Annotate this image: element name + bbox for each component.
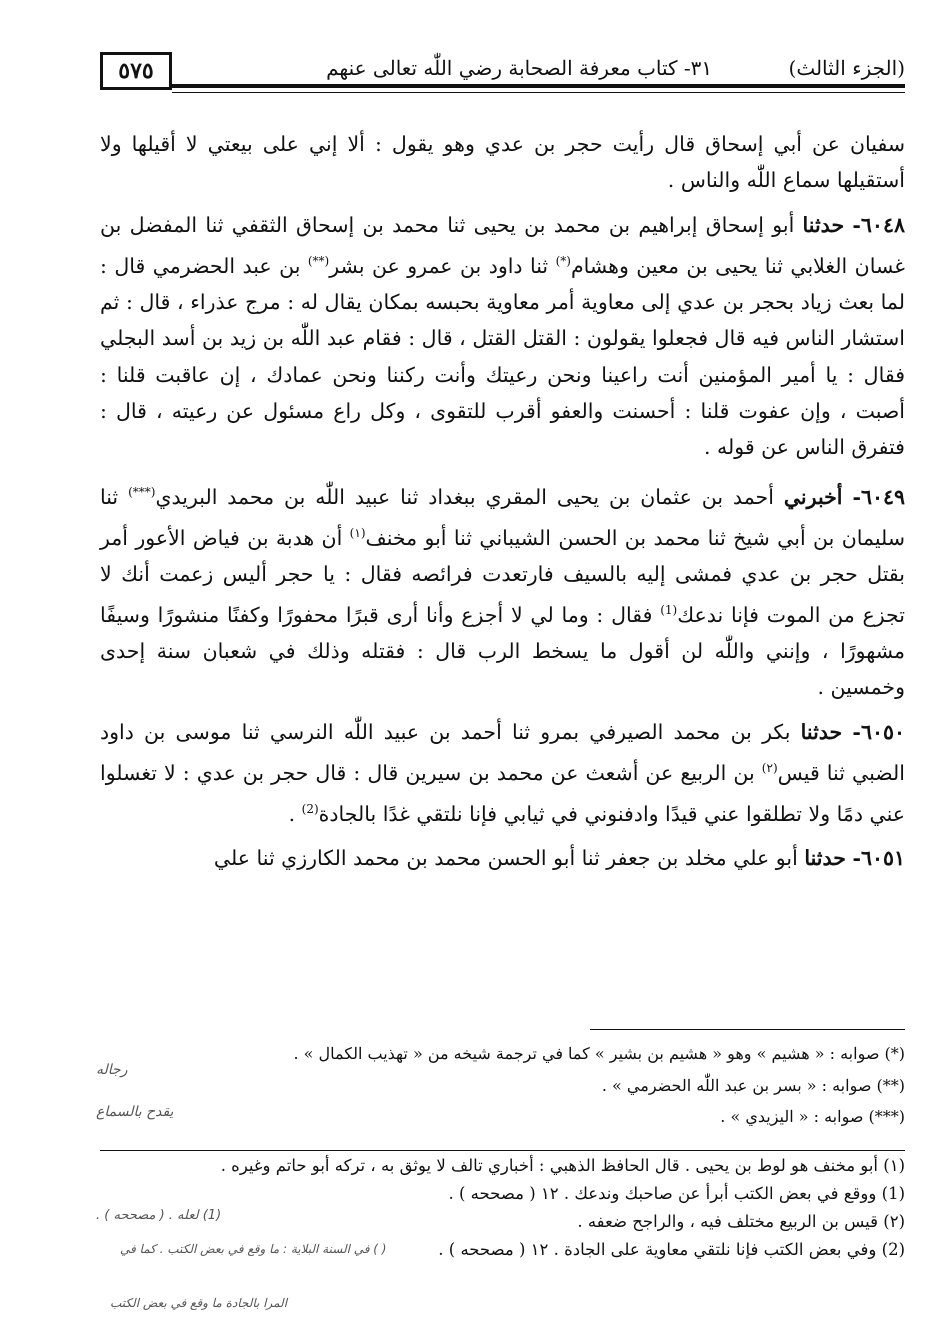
footnote: (**) صوابه : « بسر بن عبد اللّٰه الحضرمي » . [601,1075,905,1095]
hadith-text: أحمد بن عثمان بن يحيى المقري ببغداد ثنا عبيد اللّٰه بن محمد البريدي [155,484,774,509]
hadith-text: أن هدبة بن فياض الأعور أمر بقتل حجر بن عدي فمشى إليه بالسيف فارتعدت فرائصه فقال : يا حجر أليس زعمت أنك لا تجزع من الموت فإنا ندعك [100,525,905,627]
hadith-heading: أخبرني [783,484,843,509]
hadith-text: بن الربيع عن أشعث عن محمد بن سيرين قال : قال حجر بن عدي : لا تغسلوا عني دمًا ولا تطلقوا عني قيدًا وادفنوني في ثيابي فإنا نلتقي غدًا بالجادة [100,760,905,827]
footnote-separator [590,1029,905,1030]
hadith-number: ٦٠٥١- [852,846,905,871]
hadith-entry-6048 [100,207,905,466]
hadith-entry-6049 [100,474,905,706]
main-text [100,126,905,885]
hadith-number: ٦٠٥٠- [852,719,905,744]
footnote-marker: (***) [128,484,156,499]
footnote-marker: (2) [301,802,319,817]
hadith-text: ثنا سليمان بن أبي شيخ ثنا محمد بن الحسن الشيباني ثنا أبو مخنف [100,484,905,550]
footnote-marker: (**) [307,253,330,268]
hadith-heading: حدثنا [800,719,843,744]
footnote: (***) صوابه : « اليزيدي » . [720,1107,905,1126]
footnote: (1) ووقع في بعض الكتب أبرأ عن صاحبك وندعك . ١٢ ( مصححه ) . [448,1184,905,1203]
hadith-entry-6050 [100,714,905,833]
hadith-heading: حدثنا [804,846,846,871]
intro-paragraph: سفيان عن أبي إسحاق قال رأيت حجر بن عدي وهو يقول : ألا إني على بيعتي لا أقيلها ولا أستقيلها سماع اللّٰه والناس . [100,132,905,193]
footnote-marker: (1) [660,603,678,618]
handwritten-note: رجاله [96,1062,128,1078]
hadith-number: ٦٠٤٨- [852,212,905,237]
hadith-heading: حدثنا [802,212,845,237]
hadith-text: فقال : وما لي لا أجزع وأنا أرى قبرًا محفورًا وكفنًا منشورًا وسيفًا مشهورًا ، وإنني واللّٰه لن أقول ما يسخط الرب قال : فقتله وذلك في شعبان سنة إحدى وخمسين . [100,602,905,700]
book-title: ٣١- كتاب معرفة الصحابة رضي اللّٰه تعالى عنهم [326,56,713,80]
page-header [100,52,905,96]
hadith-text: بكر بن محمد الصيرفي بمرو ثنا أحمد بن عبيد اللّٰه النرسي ثنا موسى بن داود الضبي ثنا قيس [100,719,905,785]
handwritten-note: ( ) في السنة البلاية : ما وقع في بعض الكتب . كما في [120,1242,387,1256]
footnote: (١) أبو مخنف هو لوط بن يحيى . قال الحافظ الذهبي : أخباري تالف لا يوثق به ، تركه أبو حاتم وغيره . [220,1156,905,1175]
footnote-separator-original [100,1150,905,1151]
page-number: ٥٧٥ [100,52,172,90]
footnote-marker: (١) [349,525,366,540]
hadith-text: ثنا داود بن عمرو عن بشر [329,253,549,278]
hadith-text: بن عبد الحضرمي قال : لما بعث زياد بحجر بن عدي إلى معاوية أمر معاوية بحبسه بمكان يقال له : مرج عذراء ، قال : ثم استشار الناس فيه قال فجعلوا يقولون : القتل القتل ، قال : فقام عبد اللّٰه بن زيد بن أسد البجلي فقال : يا أمير المؤمنين أنت راعينا ونحن رعيتك وأنت ركننا ونحن عمادك ، إن عاقبت قلنا : أصبت ، وإن عفوت قلنا : أحسنت والعفو أقرب للتقوى ، وكل راع مسئول عن رعيته ، قال : فتفرق الناس عن قوله . [100,253,905,460]
editor-footnotes [160,1038,905,1133]
handwritten-note: يقدح بالسماع [96,1104,174,1120]
footnote: (٢) قيس بن الربيع مختلف فيه ، والراجح ضعفه . [577,1212,905,1231]
header-rule-thin [172,92,905,93]
running-title [326,56,905,80]
hadith-number: ٦٠٤٩- [852,484,905,509]
hadith-entry-6051 [100,840,905,876]
hadith-text: أبو إسحاق إبراهيم بن محمد بن يحيى ثنا محمد بن إسحاق الثقفي ثنا المفضل بن غسان الغلابي ثنا يحيى بن معين وهشام [100,212,905,278]
hadith-text: أبو علي مخلد بن جعفر ثنا أبو الحسن محمد بن محمد الكارزي ثنا علي [213,846,798,871]
hadith-text: . [288,802,296,827]
footnote-marker: (*) [555,253,571,268]
handwritten-note: (1) لعله . ( مصححه ) . [96,1208,222,1223]
header-rule [172,84,905,88]
handwritten-note: المرا بالجادة ما وقع في بعض الكتب [110,1296,288,1310]
volume-label: (الجزء الثالث) [788,56,905,80]
footnote: (*) صوابه : « هشيم » وهو « هشيم بن بشير » كما في ترجمة شيخه من « تهذيب الكمال » . [293,1044,905,1063]
footnote: (2) وفي بعض الكتب فإنا نلتقي معاوية على الجادة . ١٢ ( مصححه ) . [438,1240,905,1259]
footnote-marker: (٢) [761,761,778,776]
